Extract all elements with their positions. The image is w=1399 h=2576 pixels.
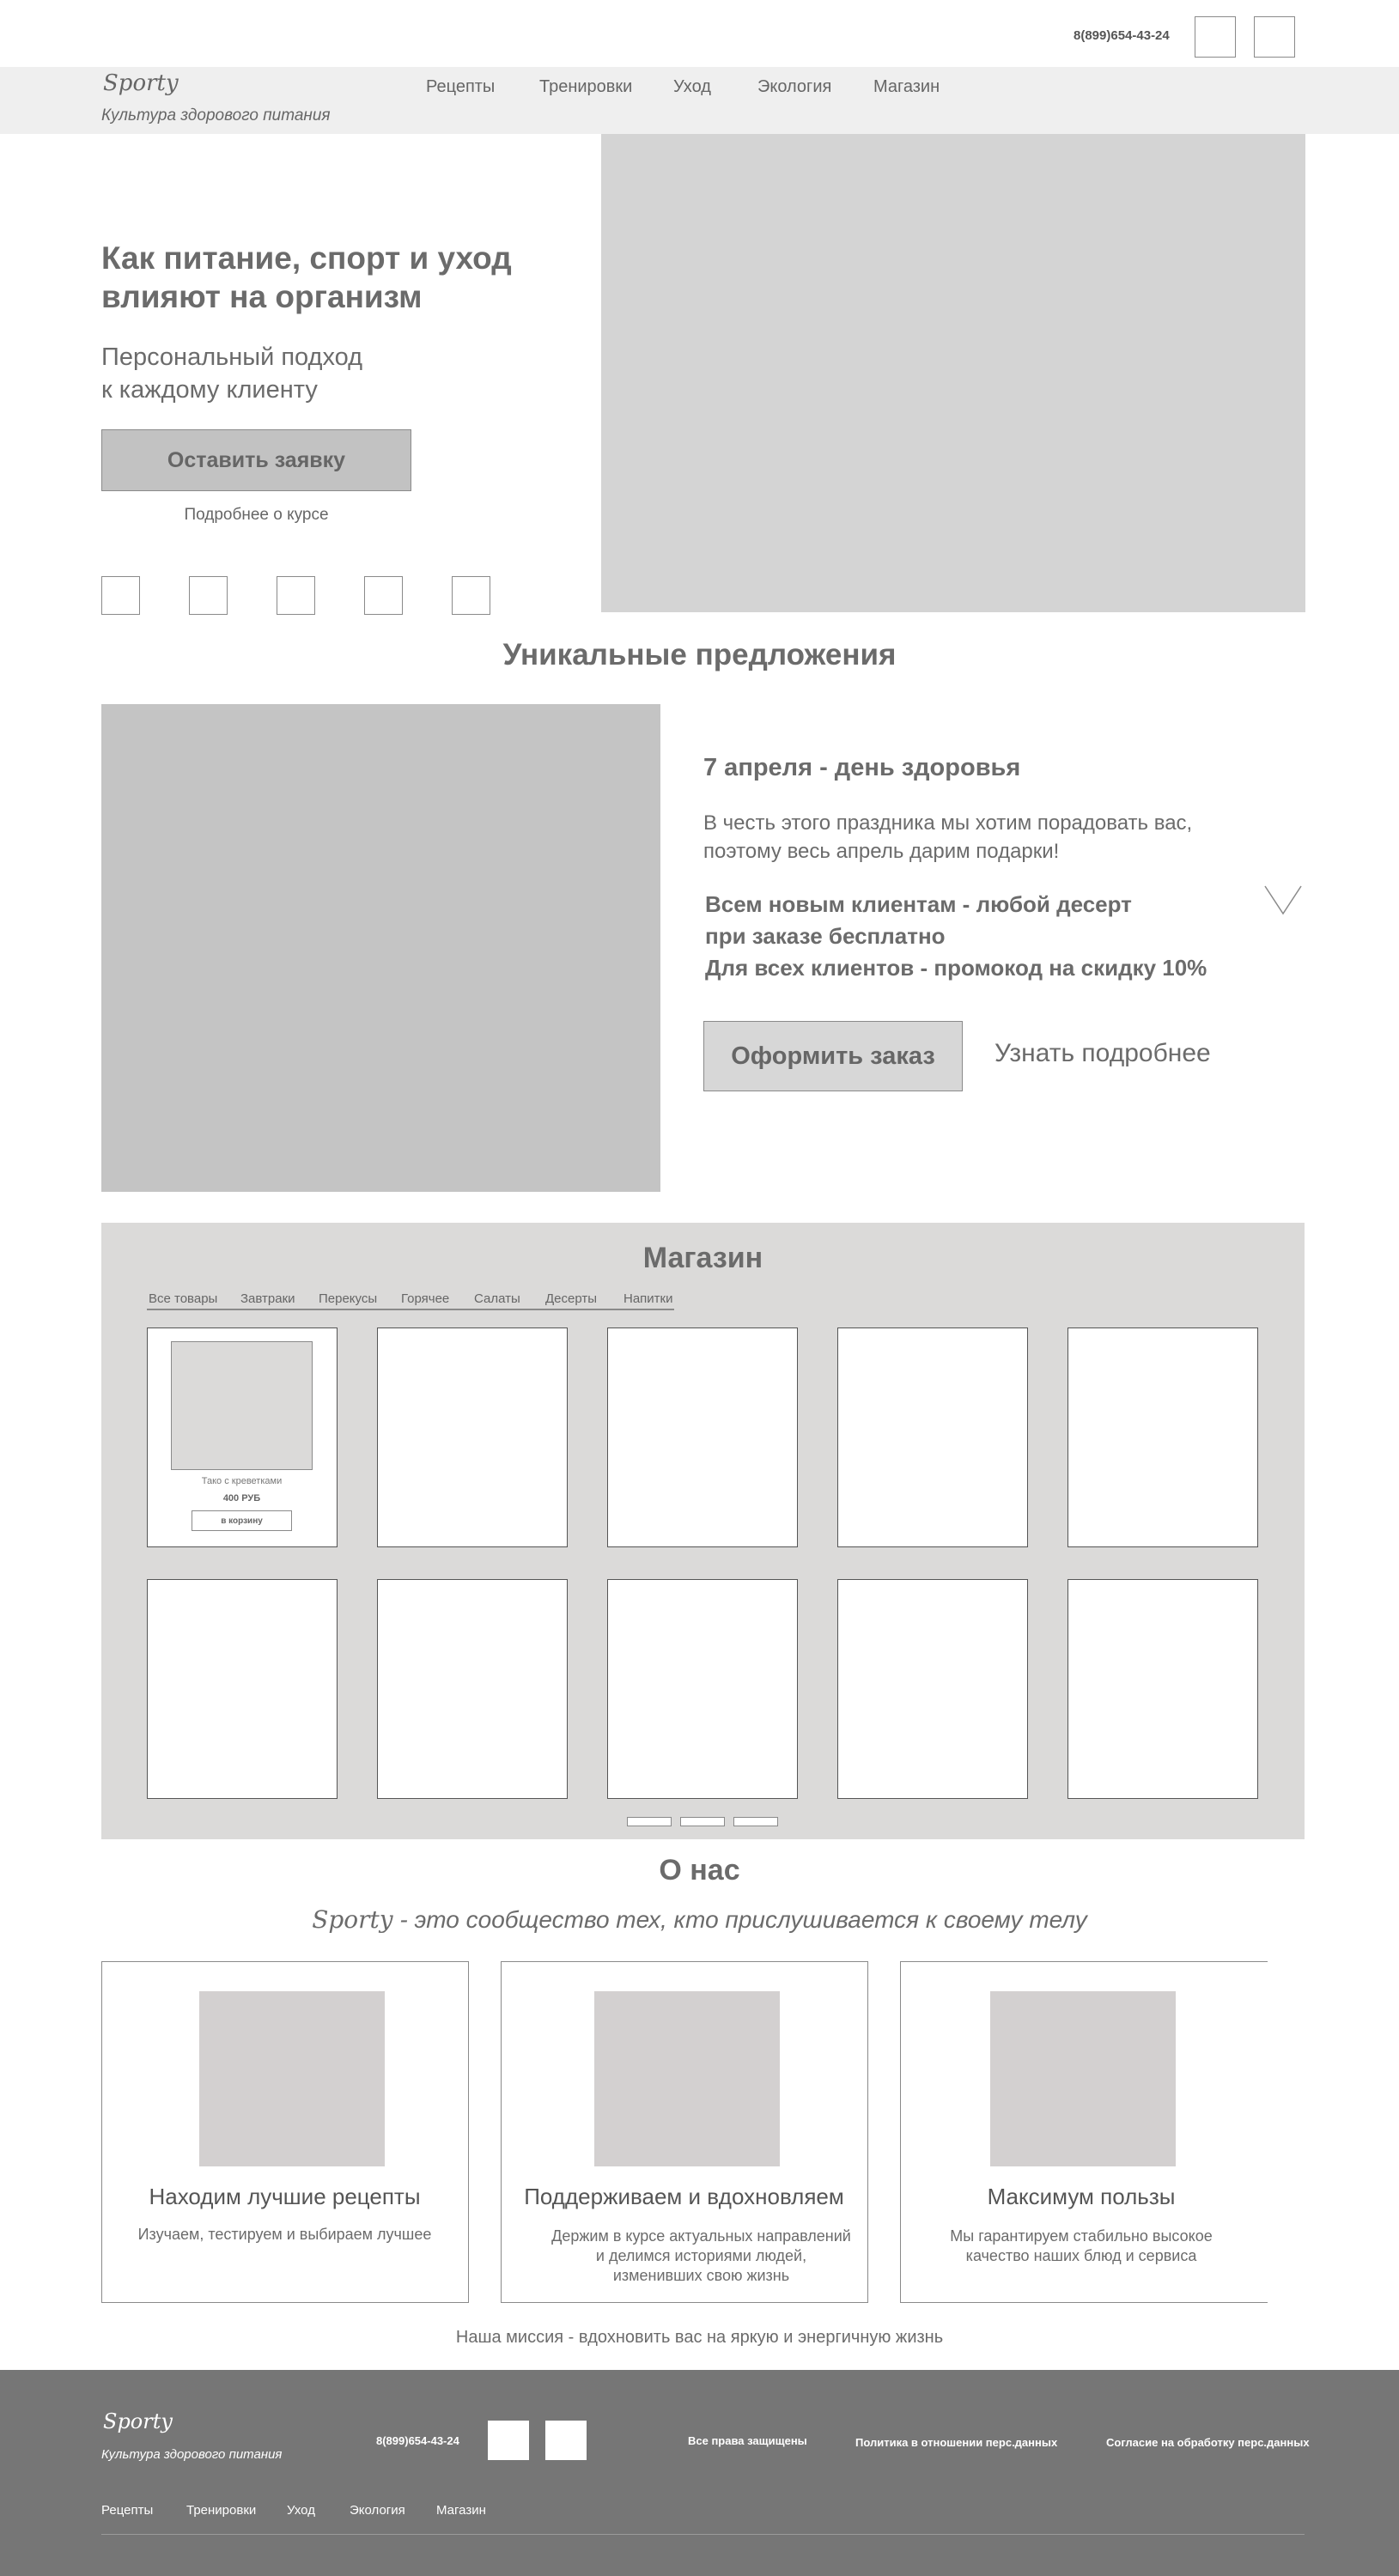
header-logo[interactable]: Sporty [103, 70, 179, 96]
about-card-text-line: Мы гарантируем стабильно высокое [950, 2227, 1213, 2245]
footer-nav-recipes[interactable]: Рецепты [101, 2503, 154, 2518]
about-card-title: Максимум пользы [987, 2184, 1176, 2209]
about-card-text-line: качество наших блюд и сервиса [965, 2247, 1197, 2264]
about-card-title: Находим лучшие рецепты [149, 2184, 421, 2209]
footer-nav-care[interactable]: Уход [287, 2503, 315, 2518]
hero-subtitle-line-1: Персональный подход [101, 343, 363, 371]
hero-square-4[interactable] [364, 576, 403, 615]
footer-tagline: Культура здорового питания [101, 2447, 283, 2462]
add-to-cart-button[interactable]: в корзину [192, 1510, 292, 1531]
offer-text-line-2: поэтому весь апрель дарим подарки! [703, 840, 1060, 863]
footer-consent-link[interactable]: Согласие на обработку перс.данных [1106, 2436, 1310, 2449]
shop-tab-all[interactable]: Все товары [149, 1291, 218, 1306]
footer-social-icon-1[interactable] [488, 2421, 529, 2460]
chevron-down-icon[interactable] [1264, 884, 1302, 915]
about-card-support [501, 1961, 868, 2303]
footer-divider [101, 2534, 1305, 2535]
nav-item-shop[interactable]: Магазин [873, 77, 940, 96]
offer-details-link[interactable]: Узнать подробнее [995, 1039, 1211, 1067]
about-card-text-line: изменивших свою жизнь [612, 2267, 790, 2284]
nav-item-ecology[interactable]: Экология [757, 77, 832, 96]
pager-dot-2[interactable] [680, 1817, 725, 1826]
hero-title-line-1: Как питание, спорт и уход [101, 240, 512, 276]
product-card[interactable] [837, 1579, 1028, 1799]
shop-tab-hot[interactable]: Горячее [401, 1291, 450, 1306]
product-card[interactable] [377, 1327, 568, 1547]
product-card[interactable] [147, 1579, 338, 1799]
hero-square-2[interactable] [189, 576, 228, 615]
header-phone[interactable]: 8(899)654-43-24 [1074, 28, 1170, 43]
footer-rights: Все права защищены [688, 2434, 807, 2447]
social-icon-2[interactable] [1254, 16, 1295, 58]
shop-heading: Магазин [642, 1242, 763, 1274]
offer-text-line-1: В честь этого праздника мы хотим порадовать вас, [703, 811, 1193, 835]
offer-bold-line-2: при заказе бесплатно [705, 923, 946, 949]
hero-title-line-2: влияют на организм [101, 279, 423, 314]
product-price: 400 РУБ [222, 1493, 261, 1504]
product-image [171, 1341, 313, 1470]
shop-tab-desserts[interactable]: Десерты [545, 1291, 598, 1306]
course-details-link[interactable]: Подробнее о курсе [184, 506, 329, 524]
footer-social-icon-2[interactable] [545, 2421, 587, 2460]
about-card-image [199, 1991, 385, 2166]
footer [0, 2370, 1399, 2576]
offer-bold-line-1: Всем новым клиентам - любой десерт [705, 891, 1132, 917]
offer-date: 7 апреля - день здоровья [703, 754, 1021, 781]
hero-square-5[interactable] [452, 576, 490, 615]
header-tagline: Культура здорового питания [101, 106, 331, 125]
about-card-image [594, 1991, 780, 2166]
shop-tabs-underline [147, 1309, 674, 1310]
about-card-text-line: Держим в курсе актуальных направлений [551, 2227, 851, 2245]
product-card[interactable] [147, 1327, 338, 1547]
mission-text: Наша миссия - вдохновить вас на яркую и энергичную жизнь [455, 2328, 944, 2347]
shop-tab-snacks[interactable]: Перекусы [319, 1291, 378, 1306]
product-card[interactable] [377, 1579, 568, 1799]
shop-tab-salads[interactable]: Салаты [474, 1291, 520, 1306]
product-card[interactable] [607, 1579, 798, 1799]
shop-tab-drinks[interactable]: Напитки [623, 1291, 673, 1306]
about-card-text-line: и делимся историями людей, [595, 2247, 807, 2264]
social-icon-1[interactable] [1195, 16, 1236, 58]
about-card-title: Поддерживаем и вдохновляем [524, 2184, 844, 2209]
footer-nav-ecology[interactable]: Экология [350, 2503, 405, 2518]
footer-logo[interactable]: Sporty [103, 2409, 173, 2433]
about-card-text-line: Изучаем, тестируем и выбираем лучшее [137, 2226, 432, 2243]
hero-image [601, 134, 1305, 612]
about-heading: О нас [659, 1854, 740, 1886]
nav-item-recipes[interactable]: Рецепты [426, 77, 496, 96]
hero-square-1[interactable] [101, 576, 140, 615]
offer-bold-line-3: Для всех клиентов - промокод на скидку 10% [705, 955, 1207, 981]
product-card[interactable] [607, 1327, 798, 1547]
about-card-recipes [101, 1961, 469, 2303]
offers-heading: Уникальные предложения [502, 638, 897, 671]
product-card[interactable] [837, 1327, 1028, 1547]
nav-item-trainings[interactable]: Тренировки [539, 77, 633, 96]
about-card-benefit [900, 1961, 1268, 2303]
about-subtitle-text: - это сообщество тех, кто прислушивается к своему телу [392, 1906, 1087, 1933]
product-name: Тако с креветками [201, 1476, 283, 1486]
shop-tab-breakfast[interactable]: Завтраки [240, 1291, 295, 1306]
footer-policy-link[interactable]: Политика в отношении перс.данных [855, 2436, 1058, 2449]
product-card[interactable] [1067, 1327, 1258, 1547]
offer-image [101, 704, 660, 1192]
product-card[interactable] [1067, 1579, 1258, 1799]
pager-dot-1[interactable] [627, 1817, 672, 1826]
about-subtitle [0, 1905, 1399, 1934]
footer-phone[interactable]: 8(899)654-43-24 [376, 2434, 459, 2447]
about-brand: Sporty [312, 1905, 393, 1934]
order-button[interactable]: Оформить заказ [703, 1021, 963, 1091]
footer-nav-trainings[interactable]: Тренировки [186, 2503, 257, 2518]
pager-dot-3[interactable] [733, 1817, 778, 1826]
about-card-image [990, 1991, 1176, 2166]
footer-nav-shop[interactable]: Магазин [436, 2503, 486, 2518]
hero-square-3[interactable] [277, 576, 315, 615]
hero-subtitle-line-2: к каждому клиенту [101, 376, 318, 404]
nav-item-care[interactable]: Уход [673, 77, 711, 96]
request-button[interactable]: Оставить заявку [101, 429, 411, 491]
